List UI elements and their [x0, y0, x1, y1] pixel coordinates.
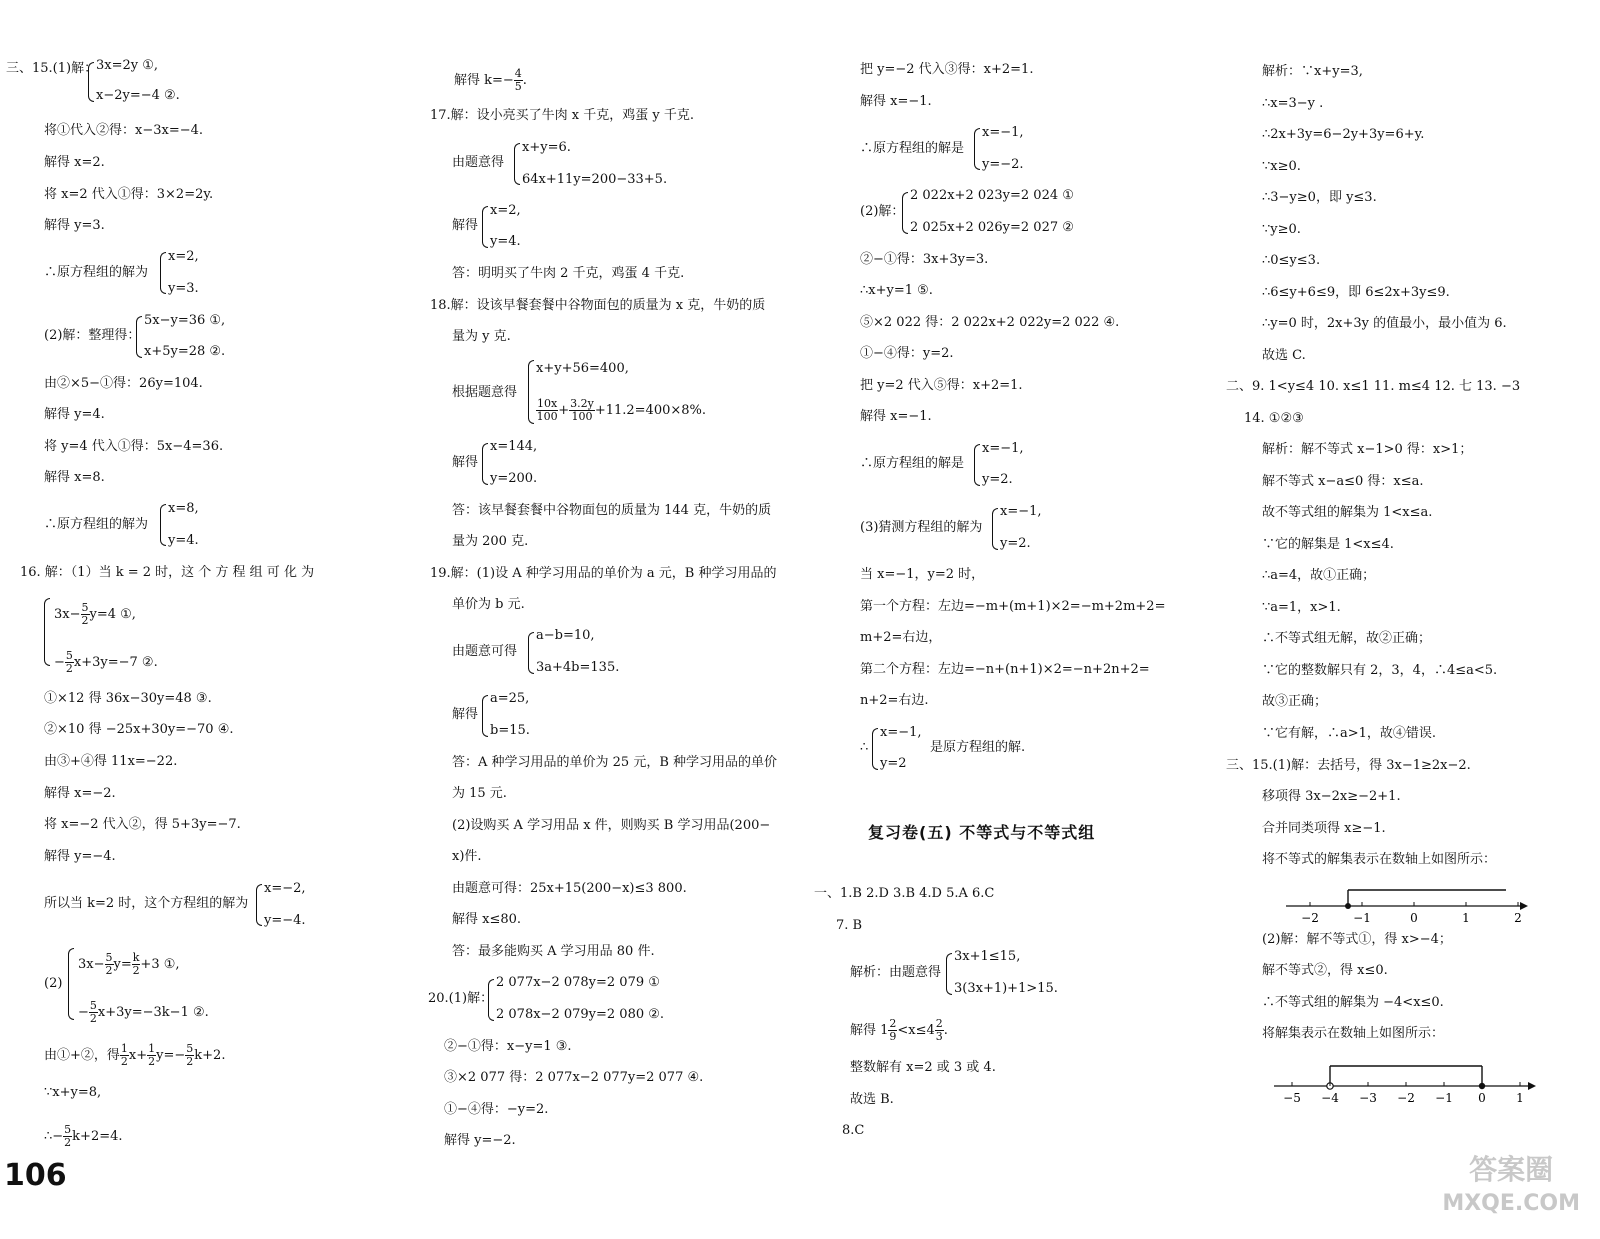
text-line: 解得 [452, 707, 479, 722]
equation: 3x+1≤15, [954, 949, 1021, 964]
section-title: 复习卷(五) 不等式与不等式组 [868, 823, 1096, 842]
axis-tick-label: −4 [1321, 1091, 1339, 1105]
text-line: ①×12 得 36x−30y=48 ③. [44, 691, 212, 706]
equation: x=−1, [982, 441, 1024, 456]
text-line: 第二个方程：左边=−n+(n+1)×2=−n+2n+2= [860, 662, 1150, 677]
text-line: n+2=右边. [860, 693, 929, 708]
equation: y=−4. [264, 913, 306, 928]
fraction: $\frac{2}{9}$ [889, 1017, 897, 1043]
text-line: 解得 y=3. [44, 218, 105, 233]
axis-tick-label: −2 [1301, 911, 1319, 925]
fraction: $\frac{4}{5}$ [514, 67, 522, 93]
text-line: ∴y=0 时，2x+3y 的值最小，最小值为 6. [1262, 316, 1507, 331]
text-line: ∴2x+3y=6−2y+3y=6+y. [1262, 127, 1425, 142]
text-line: 20.(1)解： [428, 991, 494, 1006]
equation: x=144, [490, 439, 538, 454]
text-line: ②×10 得 −25x+30y=−70 ④. [44, 722, 234, 737]
equation: y=200. [490, 471, 538, 486]
equation: y=2 [880, 756, 907, 771]
text-line: 故选 C. [1262, 348, 1306, 363]
text-line: ∵a=1，x>1. [1262, 600, 1341, 615]
text-line: x+ [128, 1048, 148, 1063]
equation: x=2, [168, 249, 199, 264]
text-line: 将 x=−2 代入②，得 5+3y=−7. [44, 817, 241, 832]
text-line: 由①+②，得 [44, 1048, 120, 1063]
brace [160, 252, 166, 294]
text-line: 将不等式的解集表示在数轴上如图所示： [1262, 852, 1497, 867]
text-line: 三、15.(1)解：去括号，得 3x−1≥2x−2. [1226, 758, 1471, 773]
text-line: ∴0≤y≤3. [1262, 253, 1321, 268]
equation: x=8, [168, 501, 199, 516]
equation: x=2, [490, 203, 521, 218]
equation: 2 078x−2 079y=2 080 ②. [496, 1007, 665, 1022]
text-line: 8.C [842, 1123, 865, 1138]
brace [974, 444, 980, 486]
text-line: ∴3−y≥0，即 y≤3. [1262, 190, 1377, 205]
axis-tick-label: 0 [1478, 1091, 1486, 1105]
text-line: . [522, 73, 527, 88]
watermark-logo: 答案圈 [1469, 1153, 1554, 1186]
text-line: (2)解：整理得： [44, 328, 141, 343]
text-line: 量为 200 克. [452, 534, 529, 549]
equation: x+5y=28 ②. [144, 344, 226, 359]
text-line: 故不等式组的解集为 1<x≤a. [1262, 505, 1433, 520]
text-line: ②−①得：x−y=1 ③. [444, 1039, 572, 1054]
text-line: ⑤×2 022 得：2 022x+2 022y=2 022 ④. [860, 315, 1120, 330]
equation: 3x− [54, 607, 81, 622]
text-line: 当 x=−1，y=2 时， [860, 567, 985, 582]
text-line: 解析：解不等式 x−1>0 得：x>1； [1262, 442, 1473, 457]
brace [992, 508, 998, 550]
equation: y=4. [490, 234, 521, 249]
text-line: m+2=右边， [860, 630, 942, 645]
equation: a−b=10, [536, 628, 595, 643]
text-line: 17.解：设小亮买了牛肉 x 千克，鸡蛋 y 千克. [430, 108, 695, 123]
q15-1-label: 三、15.(1)解： [6, 61, 98, 76]
equation: x+y+56=400, [536, 361, 629, 376]
text-line: 18.解：设该早餐套餐中谷物面包的质量为 x 克，牛奶的质 [430, 298, 766, 313]
text-line: 二、9. 1<y≤4 10. x≤1 11. m≤4 12. 七 13. −3 [1226, 379, 1521, 394]
text-line: 由题意可得：25x+15(200−x)≤3 800. [452, 881, 687, 896]
text-line: 解析：∵x+y=3, [1262, 64, 1363, 79]
fraction: $\frac{2}{3}$ [935, 1017, 943, 1043]
brace [482, 695, 488, 737]
brace [514, 143, 520, 185]
text-line: ∵它的整数解只有 2，3，4，∴4≤a<5. [1262, 663, 1498, 678]
text-line: ∴不等式组无解，故②正确； [1262, 631, 1432, 646]
equation: 3(3x+1)+1>15. [954, 981, 1058, 996]
brace [160, 504, 166, 546]
fraction: $\frac{5}{2}$ [64, 1123, 72, 1149]
equation: y= [113, 957, 132, 972]
text-line: 是原方程组的解. [930, 740, 1026, 755]
fraction: $\frac{1}{2}$ [148, 1042, 156, 1068]
brace [482, 206, 488, 248]
equation: x−2y=−4 ②. [96, 88, 180, 103]
brace [974, 128, 980, 170]
text-line: ∵y≥0. [1262, 222, 1301, 237]
text-line: 解得 x=2. [44, 155, 105, 170]
number-line-1 [1282, 880, 1532, 928]
text-line: 解得 y=−2. [444, 1133, 516, 1148]
equation: x+3y=−7 ②. [73, 655, 158, 670]
text-line: (2)解： [860, 204, 905, 219]
brace [872, 728, 878, 770]
text-line: ①−④得：−y=2. [444, 1102, 549, 1117]
fraction: $\frac{1}{2}$ [120, 1042, 128, 1068]
text-line: ∴x=3−y . [1262, 96, 1324, 111]
equation: 2 077x−2 078y=2 079 ① [496, 975, 660, 990]
text-line: 解得 x=−1. [860, 94, 932, 109]
number-line-2 [1270, 1058, 1540, 1110]
axis-tick-label: −1 [1353, 911, 1371, 925]
axis-tick-label: −5 [1283, 1091, 1301, 1105]
brace [68, 948, 74, 1020]
equation: +3 ①, [140, 957, 180, 972]
text-line: 移项得 3x−2x≥−2+1. [1262, 789, 1401, 804]
equation: y=2. [1000, 536, 1031, 551]
text-line: 解得 x=8. [44, 470, 105, 485]
brace [902, 192, 908, 234]
text-line: ∵x≥0. [1262, 159, 1301, 174]
text-line: 答：A 种学习用品的单价为 25 元，B 种学习用品的单价 [452, 755, 778, 770]
text-line: 解得 y=−4. [44, 849, 116, 864]
equation: x=−2, [264, 881, 306, 896]
equation: 2 025x+2 026y=2 027 ② [910, 220, 1074, 235]
text-line: 7. B [836, 918, 863, 933]
brace [528, 360, 534, 424]
text-line: ③×2 077 得：2 077x−2 077y=2 077 ④. [444, 1070, 704, 1085]
text-line: 解得 1 [850, 1023, 889, 1038]
text-line: ∴ [860, 740, 869, 755]
text-line: 将 y=4 代入①得：5x−4=36. [44, 439, 224, 454]
brace [136, 316, 142, 358]
equation: 3x=2y ①, [96, 58, 159, 73]
equation: 3a+4b=135. [536, 660, 620, 675]
equation: 2 022x+2 023y=2 024 ① [910, 188, 1074, 203]
equation: y=−2. [982, 157, 1024, 172]
equation: y=2. [982, 472, 1013, 487]
text-line: (2)设购买 A 学习用品 x 件，则购买 B 学习用品(200− [452, 818, 771, 833]
text-line: k+2. [194, 1048, 226, 1063]
text-line: 答：明明买了牛肉 2 千克，鸡蛋 4 千克. [452, 266, 685, 281]
text-line: (3)猜测方程组的解为 [860, 520, 983, 535]
text-line: 整数解有 x=2 或 3 或 4. [850, 1060, 996, 1075]
text-line: ∴6≤y+6≤9，即 6≤2x+3y≤9. [1262, 285, 1450, 300]
text-line: ∴原方程组的解是 [860, 141, 965, 156]
equation: 3x− [78, 957, 105, 972]
text-line: 解得 [452, 455, 479, 470]
text-line: 把 y=2 代入⑤得：x+2=1. [860, 378, 1023, 393]
fraction: $\frac{5}{2}$ [81, 601, 89, 627]
text-line: 19.解：(1)设 A 种学习用品的单价为 a 元，B 种学习用品的 [430, 566, 777, 581]
text-line: 为 15 元. [452, 786, 507, 801]
equation: a=25, [490, 691, 530, 706]
text-line: 量为 y 克. [452, 329, 511, 344]
text-line: 由题意得 [452, 155, 505, 170]
brace [88, 62, 94, 102]
fraction: $\frac{5}{2}$ [105, 951, 113, 977]
text-line: 由②×5−①得：26y=104. [44, 376, 203, 391]
text-line: 第一个方程：左边=−m+(m+1)×2=−m+2m+2= [860, 599, 1166, 614]
text-line: (2) [44, 976, 63, 991]
text-line: ∴x+y=1 ⑤. [860, 283, 933, 298]
equation: x+3y=−3k−1 ②. [97, 1005, 209, 1020]
fraction: $\frac{5}{2}$ [186, 1042, 194, 1068]
axis-tick-label: 0 [1410, 911, 1418, 925]
text-line: 16. 解：（1）当 k = 2 时，这 个 方 程 组 可 化 为 [20, 565, 315, 580]
text-line: <x≤4 [897, 1023, 935, 1038]
text-line: 合并同类项得 x≥−1. [1262, 821, 1386, 836]
text-line: ∵它的解集是 1<x≤4. [1262, 537, 1394, 552]
equation: b=15. [490, 723, 530, 738]
axis-tick-label: −3 [1359, 1091, 1377, 1105]
fraction: $\frac{5}{2}$ [65, 649, 73, 675]
watermark [1442, 1153, 1580, 1221]
equation: x=−1, [880, 725, 922, 740]
text-line: ∴原方程组的解为 [44, 517, 149, 532]
fraction: $\frac{5}{2}$ [89, 999, 97, 1025]
brace [256, 884, 262, 926]
text-line: x)件. [452, 849, 482, 864]
text-line: 由题意可得 [452, 644, 518, 659]
text-line: . [943, 1023, 948, 1038]
text-line: 答：该早餐套餐中谷物面包的质量为 144 克，牛奶的质 [452, 503, 772, 518]
equation: x+y=6. [522, 140, 571, 155]
text-line: 把 y=−2 代入③得：x+2=1. [860, 62, 1034, 77]
text-line: ∴a=4，故①正确； [1262, 568, 1376, 583]
text-line: ∴不等式组的解集为 −4<x≤0. [1262, 995, 1444, 1010]
equation: y=3. [168, 281, 199, 296]
brace [528, 632, 534, 674]
axis-tick-label: 1 [1462, 911, 1470, 925]
text-line: ①−④得：y=2. [860, 346, 954, 361]
brace [946, 953, 952, 995]
text-line: ∴− [44, 1129, 64, 1144]
text-line: ∵它有解，∴a>1，故④错误. [1262, 726, 1437, 741]
text-line: 根据题意得 [452, 385, 518, 400]
text-line: ②−①得：3x+3y=3. [860, 252, 989, 267]
text-line: 答：最多能购买 A 学习用品 80 件. [452, 944, 655, 959]
text-line: 一、1.B 2.D 3.B 4.D 5.A 6.C [814, 886, 995, 901]
page-number: 106 [4, 1158, 67, 1193]
axis-tick-label: −1 [1435, 1091, 1453, 1105]
text-line: 所以当 k=2 时，这个方程组的解为 [44, 896, 249, 911]
brace [482, 443, 488, 485]
text-line: 解得 [452, 218, 479, 233]
equation: y=4 ①, [89, 607, 136, 622]
equation: x=−1, [1000, 504, 1042, 519]
equation: +11.2=400×8%. [594, 403, 707, 418]
equation: − [54, 655, 65, 670]
text-line: k+2=4. [72, 1129, 123, 1144]
text-line: 14. ①②③ [1244, 411, 1304, 426]
text-line: (2)解：解不等式①，得 x>−4； [1262, 932, 1452, 947]
text-line: y=− [156, 1048, 186, 1063]
brace [44, 598, 50, 666]
text-line: 解不等式②，得 x≤0. [1262, 963, 1388, 978]
text-line: 单价为 b 元. [452, 597, 525, 612]
equation: + [558, 403, 570, 418]
fraction: $\frac{3.2y}{100}$ [570, 397, 594, 423]
axis-tick-label: 2 [1514, 911, 1522, 925]
watermark-url: MXQE.COM [1442, 1191, 1580, 1216]
text-line: 由③+④得 11x=−22. [44, 754, 178, 769]
text-line: 解不等式 x−a≤0 得：x≤a. [1262, 474, 1424, 489]
text-line: ∴原方程组的解是 [860, 456, 965, 471]
equation: − [78, 1005, 89, 1020]
text-line: 故③正确； [1262, 694, 1328, 709]
equation: y=4. [168, 533, 199, 548]
equation: x=−1, [982, 125, 1024, 140]
text-line: ∵x+y=8, [44, 1085, 102, 1100]
text-line: 解析：由题意得 [850, 965, 942, 980]
axis-tick-label: 1 [1516, 1091, 1524, 1105]
text-line: 将 x=2 代入①得：3×2=2y. [44, 187, 214, 202]
equation: 5x−y=36 ①, [144, 313, 226, 328]
text-line: ∴原方程组的解为 [44, 265, 149, 280]
fraction: $\frac{k}{2}$ [132, 951, 140, 977]
text-line: 故选 B. [850, 1092, 894, 1107]
axis-tick-label: −2 [1397, 1091, 1415, 1105]
text-line: 解得 k=− [454, 73, 514, 88]
text-line: 将①代入②得：x−3x=−4. [44, 123, 204, 138]
text-line: 将解集表示在数轴上如图所示： [1262, 1026, 1445, 1041]
text-line: 解得 x≤80. [452, 912, 522, 927]
fraction: $\frac{10x}{100}$ [536, 397, 558, 423]
equation: 64x+11y=200−33+5. [522, 172, 668, 187]
brace [488, 979, 494, 1021]
text-line: 解得 x=−1. [860, 409, 932, 424]
text-line: 解得 x=−2. [44, 786, 116, 801]
text-line: 解得 y=4. [44, 407, 105, 422]
